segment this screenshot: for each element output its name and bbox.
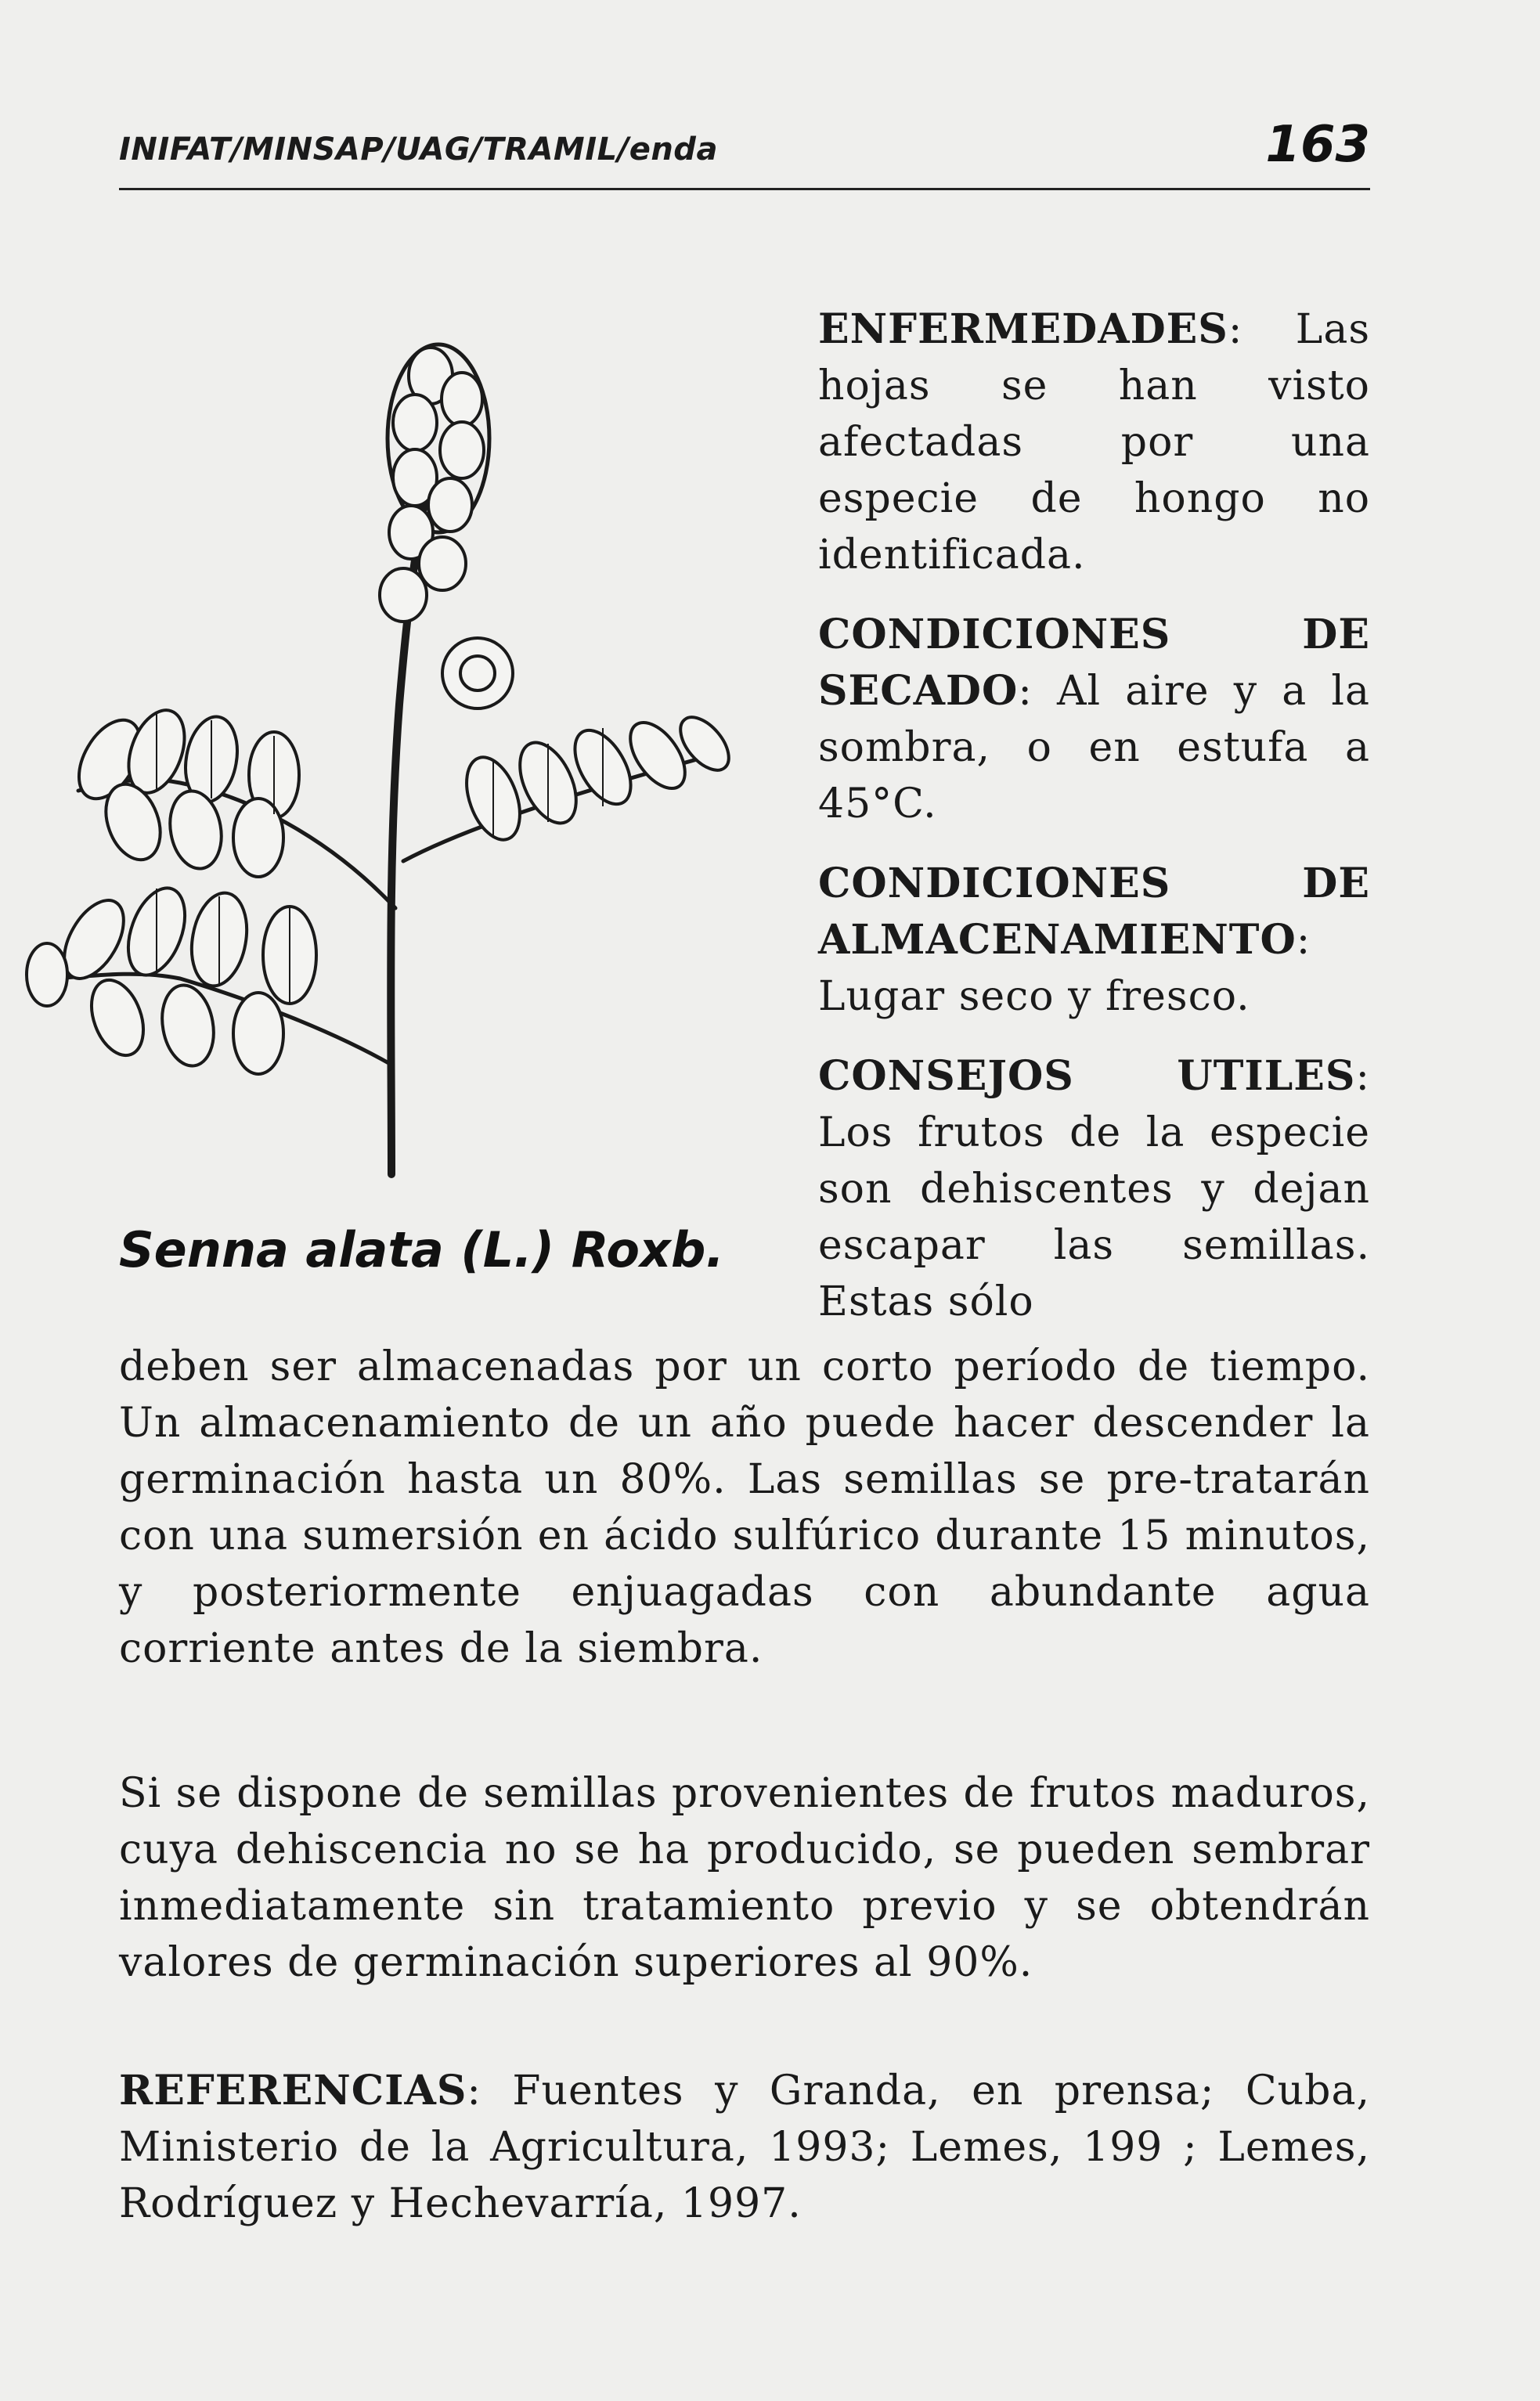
references-paragraph: REFERENCIAS: Fuentes y Granda, en prensa; Cuba, Ministerio de la Agricultura, 1993; Lemes, 199 ; Lemes, Rodríguez y Hechevarría, 1997. xyxy=(119,2067,1370,2227)
figure-caption: Senna alata (L.) Roxb. xyxy=(119,1221,724,1278)
continuation-text: deben ser almacenadas por un corto período de tiempo. Un almacenamiento de un año puede hacer descender la germinación hasta un 80%. Las semillas se pre-tratarán con una sumersión en ácido sulfúrico durante 15 minutos, y posteriormente enjuagadas con abundante agua corriente antes de la siembra. xyxy=(119,1343,1370,1672)
paragraph-text: Si se dispone de semillas provenientes de frutos maduros, cuya dehiscencia no se ha producido, se pueden sembrar inmediatamente sin tratamiento previo y se obtendrán valores de germinación superiores al 90%. xyxy=(119,1770,1370,1986)
section-secado: CONDICIONES DE SECADO: Al aire y a la sombra, o en estufa a 45°C. xyxy=(818,611,1370,827)
plant-drawing-icon xyxy=(23,313,799,1323)
page-number: 163 xyxy=(1265,116,1370,174)
section-text: Lugar seco y fresco. xyxy=(818,973,1250,1020)
section-label: ENFERMEDADES xyxy=(818,305,1228,353)
body-paragraph-2 xyxy=(119,1765,1370,1991)
section-text: Al aire y a la sombra, o en estufa a 45°C. xyxy=(818,668,1370,827)
running-head: INIFAT/MINSAP/UAG/TRAMIL/enda xyxy=(119,132,718,168)
references xyxy=(119,2063,1370,2232)
section-label: CONSEJOS UTILES xyxy=(818,1052,1356,1100)
right-column xyxy=(818,301,1370,1354)
section-almacenamiento: CONDICIONES DE ALMACENAMIENTO: Lugar seco y fresco. xyxy=(818,860,1370,1020)
section-label: CONDICIONES DE SECADO xyxy=(818,611,1370,715)
references-label: REFERENCIAS xyxy=(119,2067,467,2114)
section-text: Las hojas se han visto afectadas por una especie de hongo no identificada. xyxy=(818,306,1370,579)
section-consejos: CONSEJOS UTILES: Los frutos de la especie son dehiscentes y dejan escapar las semillas. Estas sólo xyxy=(818,1052,1370,1325)
botanical-illustration xyxy=(23,313,799,1323)
page-header xyxy=(119,110,1370,190)
section-label: CONDICIONES DE ALMACENAMIENTO xyxy=(818,860,1370,964)
body-continuation xyxy=(119,1339,1370,1677)
section-enfermedades: ENFERMEDADES: Las hojas se han visto afectadas por una especie de hongo no identificada. xyxy=(818,305,1370,579)
section-text: Los frutos de la especie son dehiscentes y dejan escapar las semillas. Estas sólo xyxy=(818,1109,1370,1325)
references-text: Fuentes y Granda, en prensa; Cuba, Ministerio de la Agricultura, 1993; Lemes, 199 ; Lemes, Rodríguez y Hechevarría, 1997. xyxy=(119,2068,1370,2227)
